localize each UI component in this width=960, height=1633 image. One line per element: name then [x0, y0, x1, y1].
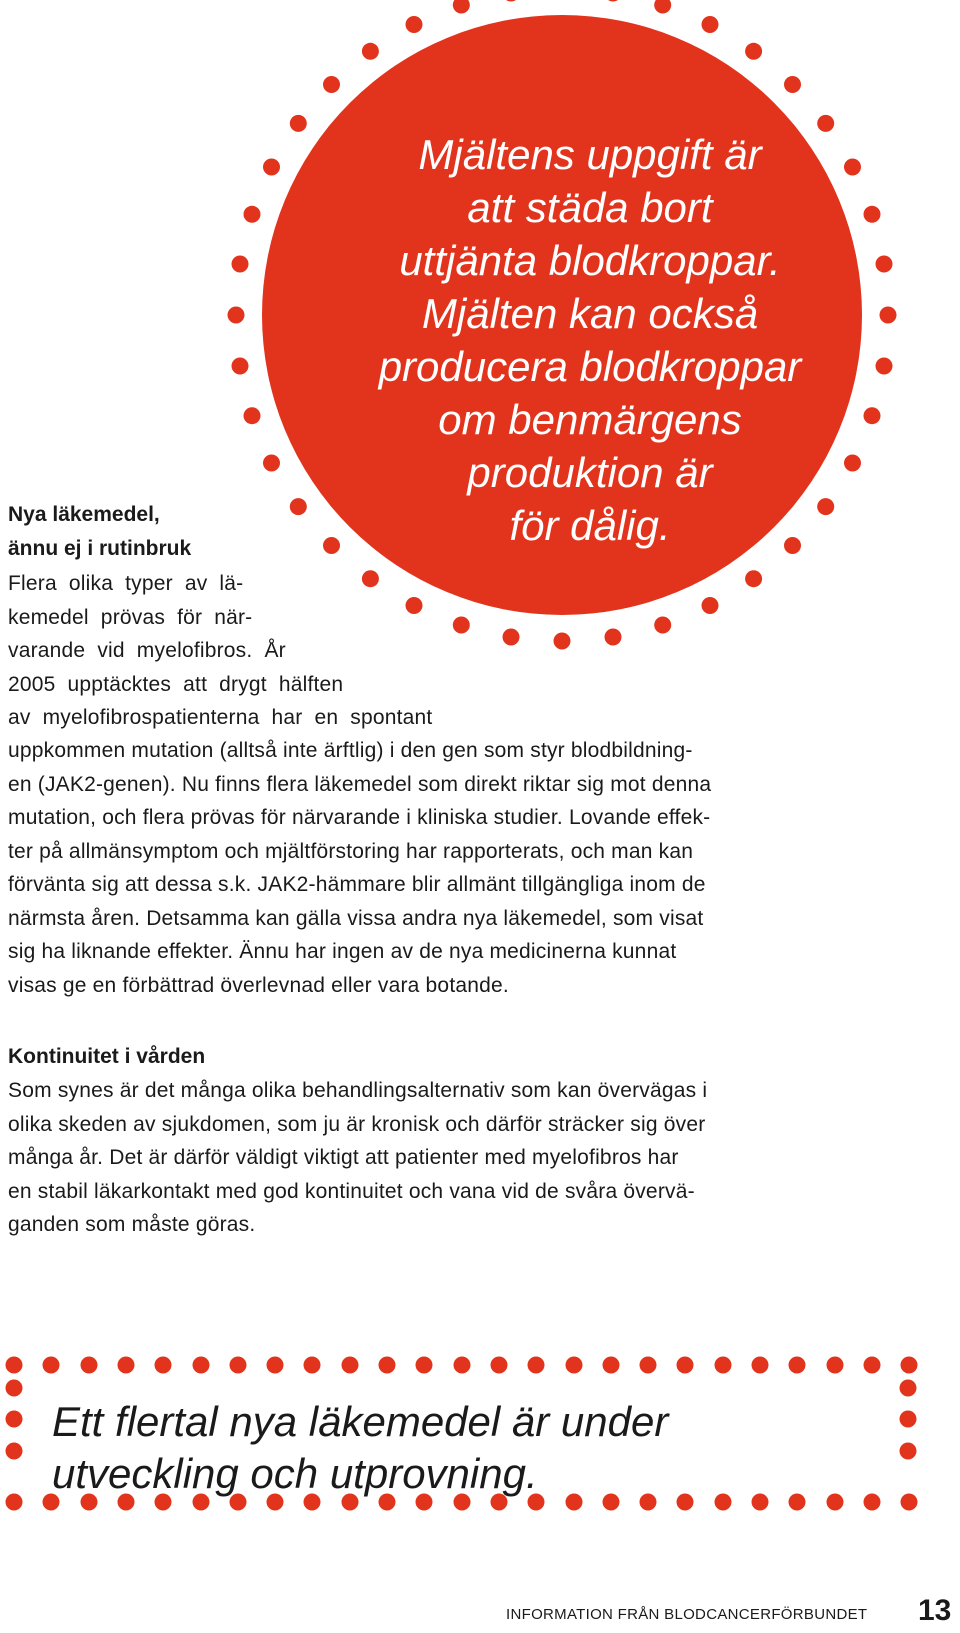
ring-dot [784, 76, 801, 93]
frame-dot [6, 1494, 23, 1511]
bottom-quote-line: Ett flertal nya läkemedel är under [52, 1398, 669, 1445]
frame-dot [193, 1357, 210, 1374]
ring-dot [654, 0, 671, 14]
ring-dot [880, 307, 897, 324]
ring-dot [406, 16, 423, 33]
frame-dot [827, 1357, 844, 1374]
body-line: Som synes är det många olika behandlingsalternativ som kan övervägas i [8, 1079, 708, 1102]
frame-dot [864, 1494, 881, 1511]
frame-dot [267, 1357, 284, 1374]
ring-dot [263, 455, 280, 472]
ring-dot [605, 0, 622, 2]
frame-dot [230, 1357, 247, 1374]
frame-dot [379, 1357, 396, 1374]
body-line: varande vid myelofibros. År [8, 639, 286, 662]
body-line: närmsta åren. Detsamma kan gälla vissa andra nya läkemedel, som visat [8, 906, 704, 930]
body-line: 2005 upptäcktes att drygt hälften [8, 672, 344, 696]
ring-dot [244, 407, 261, 424]
body-line: uppkommen mutation (alltså inte ärftlig) i den gen som styr blodbildning- [8, 739, 693, 762]
body-line: en (JAK2-genen). Nu finns flera läkemedel som direkt riktar sig mot denna [8, 772, 712, 796]
ring-dot [876, 358, 893, 375]
frame-dot [304, 1357, 321, 1374]
frame-dot [603, 1357, 620, 1374]
ring-dot [232, 256, 249, 273]
frame-dot [900, 1380, 917, 1397]
heading-line: Nya läkemedel, [8, 503, 160, 526]
footer-publisher: INFORMATION FRÅN BLODCANCERFÖRBUNDET [506, 1606, 868, 1623]
frame-dot [715, 1357, 732, 1374]
frame-dot [6, 1411, 23, 1428]
frame-dot [640, 1357, 657, 1374]
section-body [8, 734, 711, 1002]
pull-quote-line: att städa bort [467, 184, 713, 231]
frame-dot [416, 1357, 433, 1374]
section-body-wrapped [8, 567, 432, 735]
ring-dot [702, 16, 719, 33]
frame-dot [6, 1357, 23, 1374]
pull-quote-line: uttjänta blodkroppar. [399, 237, 781, 284]
frame-dot [900, 1443, 917, 1460]
pull-quote-line: om benmärgens [438, 396, 742, 443]
body-line: mutation, och flera prövas för närvarande i kliniska studier. Lovande effek- [8, 806, 711, 829]
ring-dot [554, 633, 571, 650]
pull-quote [330, 128, 850, 552]
body-line: kemedel prövas för när- [8, 605, 253, 629]
frame-dot [43, 1357, 60, 1374]
frame-dot [789, 1357, 806, 1374]
heading-line: ännu ej i rutinbruk [8, 537, 192, 560]
body-line: visas ge en förbättrad överlevnad eller vara botande. [8, 973, 509, 997]
frame-dot [677, 1357, 694, 1374]
ring-dot [864, 407, 881, 424]
frame-dot [752, 1357, 769, 1374]
frame-dot [81, 1357, 98, 1374]
pull-quote-line: för dålig. [509, 502, 671, 549]
ring-dot [453, 617, 470, 634]
frame-dot [118, 1357, 135, 1374]
ring-dot [864, 206, 881, 223]
frame-dot [155, 1357, 172, 1374]
body-line: sig ha liknande effekter. Ännu har ingen av de nya medicinerna kunnat [8, 940, 677, 963]
ring-dot [323, 76, 340, 93]
ring-dot [290, 498, 307, 515]
frame-dot [454, 1357, 471, 1374]
section-heading [8, 498, 191, 566]
frame-dot [789, 1494, 806, 1511]
frame-dot [677, 1494, 694, 1511]
body-line: av myelofibrospatienterna har en spontant [8, 706, 433, 729]
pull-quote-line: produktion är [467, 449, 713, 496]
frame-dot [752, 1494, 769, 1511]
frame-dot [6, 1443, 23, 1460]
body-line: olika skeden av sjukdomen, som ju är kronisk och därför sträcker sig över [8, 1112, 706, 1136]
body-line: ganden som måste göras. [8, 1213, 256, 1236]
ring-dot [263, 159, 280, 176]
section-body [8, 1074, 707, 1242]
frame-dot [6, 1380, 23, 1397]
pull-quote-line: Mjältens uppgift är [418, 131, 762, 178]
bottom-quote [52, 1396, 668, 1500]
ring-dot [745, 43, 762, 60]
pull-quote-line: producera blodkroppar [378, 343, 802, 390]
body-line: många år. Det är därför väldigt viktigt att patienter med myelofibros har [8, 1146, 679, 1169]
body-line: ter på allmänsymptom och mjältförstoring har rapporterats, och man kan [8, 839, 694, 863]
frame-dot [827, 1494, 844, 1511]
frame-dot [566, 1357, 583, 1374]
ring-dot [605, 629, 622, 646]
frame-dot [528, 1357, 545, 1374]
ring-dot [503, 0, 520, 2]
ring-dot [232, 358, 249, 375]
ring-dot [503, 629, 520, 646]
section-heading: Kontinuitet i vården [8, 1045, 206, 1068]
ring-dot [702, 597, 719, 614]
ring-dot [876, 256, 893, 273]
ring-dot [654, 617, 671, 634]
frame-dot [901, 1357, 918, 1374]
body-line: en stabil läkarkontakt med god kontinuitet och vana vid de svåra övervä- [8, 1179, 695, 1203]
frame-dot [901, 1494, 918, 1511]
ring-dot [290, 115, 307, 132]
frame-dot [864, 1357, 881, 1374]
body-line: Flera olika typer av lä- [8, 572, 244, 595]
ring-dot [244, 206, 261, 223]
bottom-quote-line: utveckling och utprovning. [52, 1450, 538, 1497]
body-line: förvänta sig att dessa s.k. JAK2-hämmare blir allmänt tillgängliga inom de [8, 873, 706, 896]
page-number: 13 [918, 1594, 952, 1627]
ring-dot [228, 307, 245, 324]
frame-dot [900, 1411, 917, 1428]
frame-dot [342, 1357, 359, 1374]
frame-dot [715, 1494, 732, 1511]
ring-dot [745, 570, 762, 587]
ring-dot [453, 0, 470, 14]
frame-dot [491, 1357, 508, 1374]
ring-dot [362, 43, 379, 60]
pull-quote-line: Mjälten kan också [421, 290, 759, 337]
